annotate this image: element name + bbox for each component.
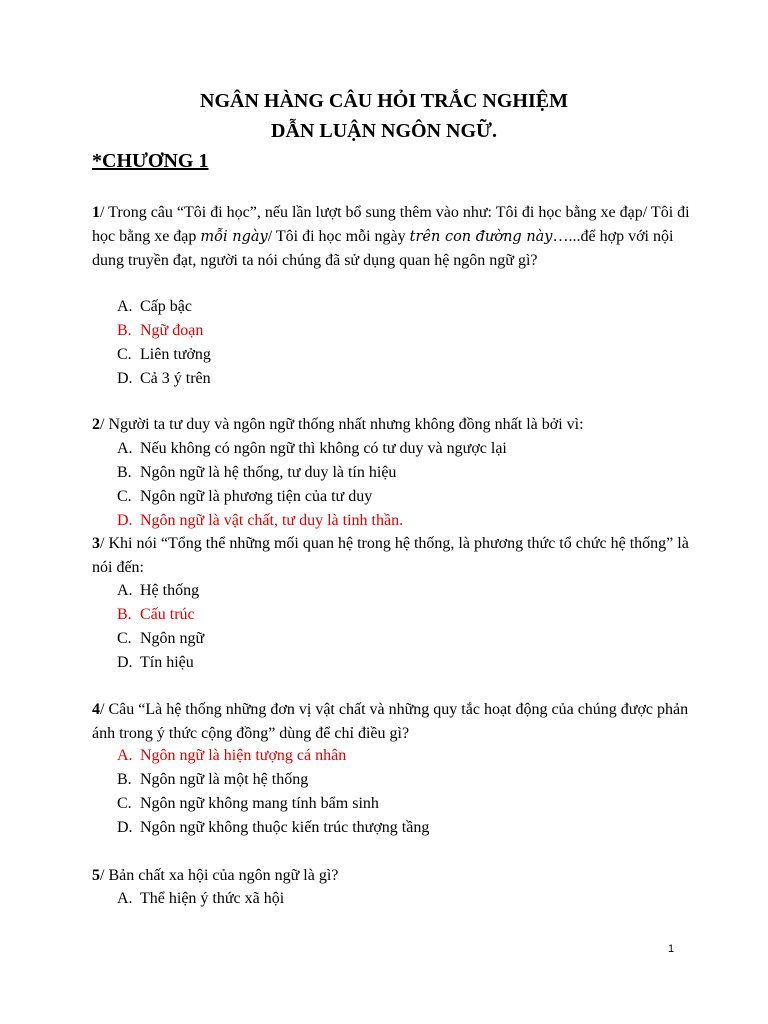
option-label: D.: [117, 370, 133, 387]
option-text: Ngôn ngữ không mang tính bẩm sinh: [140, 795, 379, 812]
option-label: B.: [117, 464, 132, 481]
question-1-options: [117, 295, 211, 391]
option-text: Cả 3 ý trên: [140, 370, 211, 387]
option-text: Ngôn ngữ là phương tiện của tư duy: [140, 488, 373, 505]
option-d-correct: [117, 509, 507, 533]
question-2-options: [117, 437, 507, 533]
option-text: Hệ thống: [140, 582, 200, 599]
question-number: 5: [92, 867, 100, 884]
question-1: [92, 201, 692, 273]
option-text: Ngôn ngữ là hệ thống, tư duy là tín hiệu: [140, 464, 397, 481]
option-label: B.: [117, 606, 132, 623]
option-text: Ngữ đoạn: [140, 322, 204, 339]
option-text: Ngôn ngữ: [140, 630, 205, 647]
option-text: Ngôn ngữ là một hệ thống: [140, 771, 309, 788]
option-label: C.: [117, 488, 132, 505]
option-label: A.: [117, 747, 133, 764]
question-3: [92, 532, 692, 579]
option-c: [117, 343, 211, 367]
question-number: 2: [92, 416, 100, 433]
question-5-options: [117, 887, 284, 911]
option-text: Cấp bậc: [140, 298, 192, 315]
option-d: [117, 816, 429, 840]
question-number: 4: [92, 701, 100, 718]
option-text: Ngôn ngữ không thuộc kiến trúc thượng tầng: [140, 819, 430, 836]
option-label: C.: [117, 795, 132, 812]
question-4: [92, 698, 692, 745]
option-label: A.: [117, 890, 133, 907]
question-italic-text: trên con đường này: [409, 228, 553, 245]
question-number: 1: [92, 204, 100, 221]
option-text: Ngôn ngữ là hiện tượng cá nhân: [140, 747, 347, 764]
question-2: [92, 413, 692, 437]
option-d: [117, 367, 211, 391]
option-label: D.: [117, 654, 133, 671]
option-d: [117, 651, 204, 675]
page-number: 1: [668, 943, 675, 955]
option-text: Thể hiện ý thức xã hội: [140, 890, 285, 907]
option-text: Ngôn ngữ là vật chất, tư duy là tinh thần.: [140, 512, 404, 529]
question-number: 3: [92, 535, 100, 552]
question-text: / Người ta tư duy và ngôn ngữ thống nhất nhưng không đồng nhất là bởi vì:: [100, 416, 584, 433]
option-text: Nếu không có ngôn ngữ thì không có tư duy và ngược lại: [140, 440, 507, 457]
option-a: [117, 887, 284, 911]
option-label: B.: [117, 322, 132, 339]
question-text: / Khi nói “Tổng thể những mối quan hệ trong hệ thống, là phương thức tổ chức hệ thống” là nói đến:: [92, 535, 689, 576]
question-text: / Bản chất xa hội của ngôn ngữ là gì?: [100, 867, 339, 884]
option-a: [117, 579, 204, 603]
option-label: B.: [117, 771, 132, 788]
document-title-line-2: DẪN LUẬN NGÔN NGỮ.: [271, 120, 497, 142]
option-a: [117, 437, 507, 461]
option-text: Tín hiệu: [140, 654, 194, 671]
option-c: [117, 792, 429, 816]
question-text: / Trong câu “Tôi đi học”, nếu lần lượt bổ sung thêm vào như: Tôi đi học bằng xe đạp/ Tôi đi học bằng xe đạp: [92, 204, 690, 245]
option-b: [117, 461, 507, 485]
option-text: Liên tưởng: [140, 346, 211, 363]
option-c: [117, 485, 507, 509]
question-text: / Tôi đi học mỗi ngày: [267, 227, 410, 245]
option-label: D.: [117, 512, 133, 529]
option-label: D.: [117, 819, 133, 836]
question-text: / Câu “Là hệ thống những đơn vị vật chất và những quy tắc hoạt động của chúng được phản ánh trong ý thức cộng đồng” dùng để chỉ điều gì?: [92, 701, 689, 742]
document-title-line-1: NGÂN HÀNG CÂU HỎI TRẮC NGHIỆM: [200, 90, 568, 112]
question-text: …...để hợp với nội dung truyền đạt, người ta nói chúng đã sử dụng quan hệ ngôn ngữ gì?: [92, 227, 674, 269]
question-italic-text: mỗi ngày: [200, 228, 268, 245]
option-b: [117, 768, 429, 792]
option-label: A.: [117, 298, 133, 315]
question-5: [92, 864, 692, 888]
option-label: C.: [117, 630, 132, 647]
option-a: [117, 295, 211, 319]
option-text: Cấu trúc: [140, 606, 195, 623]
option-b-correct: [117, 319, 211, 343]
option-c: [117, 627, 204, 651]
option-b-correct: [117, 603, 204, 627]
chapter-heading: *CHƯƠNG 1: [92, 150, 209, 172]
question-4-options: [117, 744, 429, 840]
question-3-options: [117, 579, 204, 675]
option-label: C.: [117, 346, 132, 363]
option-label: A.: [117, 440, 133, 457]
option-a-correct: [117, 744, 429, 768]
option-label: A.: [117, 582, 133, 599]
